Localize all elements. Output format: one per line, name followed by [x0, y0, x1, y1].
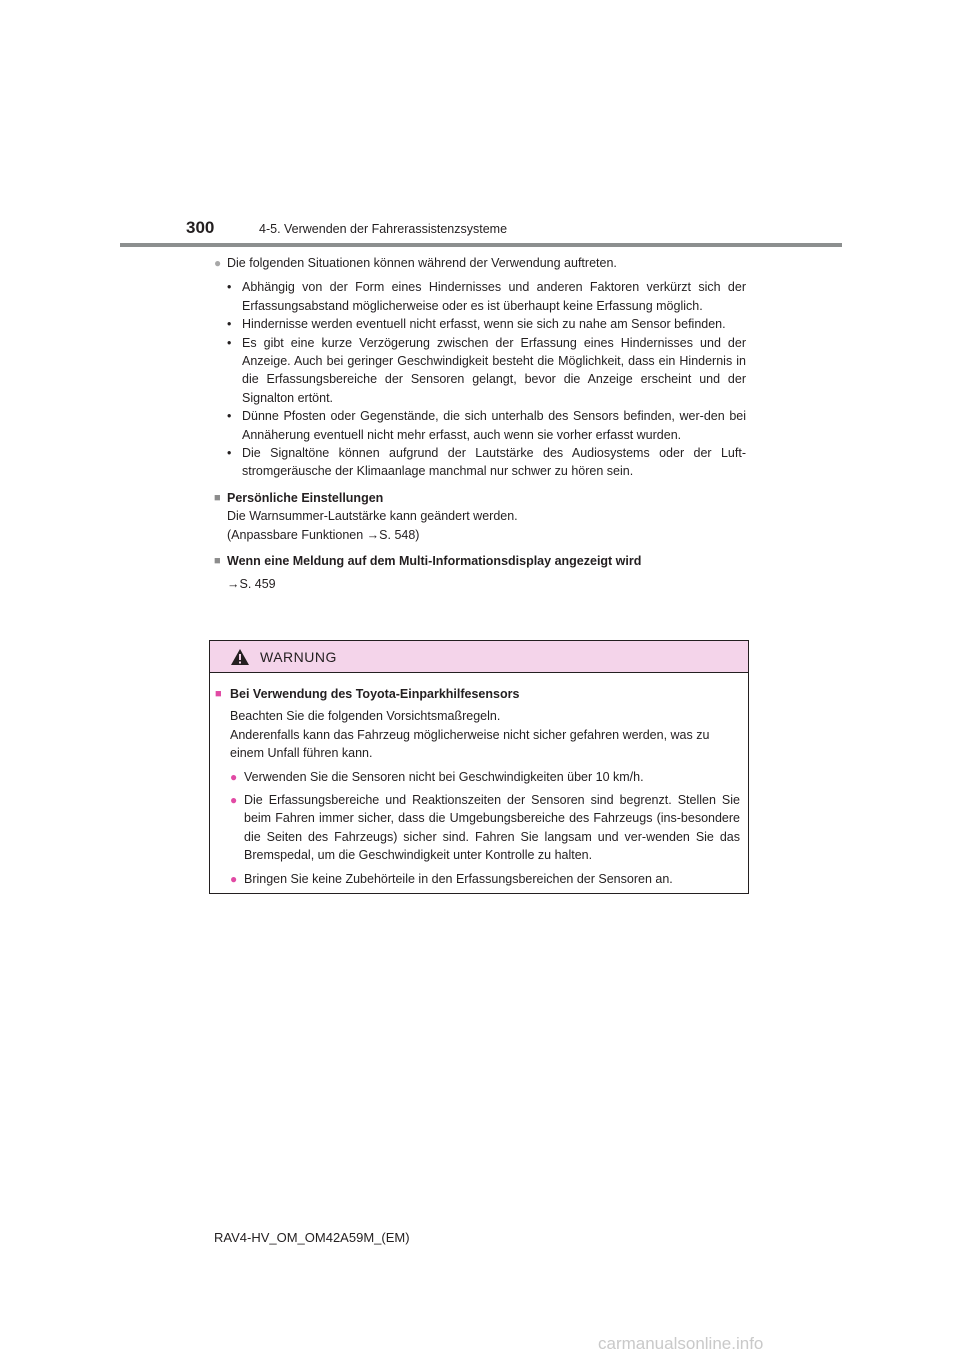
list-item: • Die Signaltöne können aufgrund der Lautstärke des Audiosystems oder der Luft-stromgeräusche der Klimaanlage manchmal nur schwer zu hören sein. [227, 444, 746, 481]
square-bullet-icon: ■ [214, 491, 221, 504]
bullet-dot-icon: • [227, 317, 232, 332]
warning-box [209, 640, 749, 894]
warning-bullet: ● Die Erfassungsbereiche und Reaktionszeiten der Sensoren sind begrenzt. Stellen Sie beim Fahren immer sicher, dass die Umgebungsbereiche des Fahrzeugs (ins-besondere die Seiten des Fahrzeugs) sicher sind. Fahren Sie langsam und ver-wenden Sie das Bremspedal, um die Geschwindigkeit unter Kontrolle zu halten. [230, 791, 740, 865]
bullet-dot-icon: • [227, 335, 232, 350]
warning-bullet: ● Bringen Sie keine Zubehörteile in den Erfassungsbereichen der Sensoren an. [230, 870, 740, 888]
circle-bullet-icon: ● [214, 256, 222, 270]
page-number: 300 [186, 218, 215, 237]
list-item: • Hindernisse werden eventuell nicht erfasst, wenn sie sich zu nahe am Sensor befinden. [227, 315, 746, 333]
warning-header [210, 641, 748, 673]
list-item: • Es gibt eine kurze Verzögerung zwischen der Erfassung eines Hindernisses und der Anzeige. Auch bei geringer Geschwindigkeit besteht die Möglichkeit, dass ein Hindernis in die Erfassungsbereiche der Sensoren gelangt, bevor die Anzeige erscheint und der Signalton ertönt. [227, 334, 746, 408]
footer-document-code: RAV4-HV_OM_OM42A59M_(EM) [214, 1230, 410, 1245]
bullet-dot-icon: • [227, 446, 232, 461]
square-bullet-icon: ■ [215, 688, 222, 700]
message-heading: ■ Wenn eine Meldung auf dem Multi-Informationsdisplay angezeigt wird [214, 552, 746, 570]
warning-title: WARNUNG [260, 648, 337, 665]
personal-settings-line1: Die Warnsummer-Lautstärke kann geändert werden. [227, 509, 518, 524]
watermark: carmanualsonline.info [598, 1334, 764, 1353]
personal-settings-heading: ■ Persönliche Einstellungen [214, 489, 746, 507]
list-item: • Abhängig von der Form eines Hindernisses und anderen Faktoren verkürzt sich der Erfassungsabstand möglicherweise oder es ist überhaupt keine Erfassung möglich. [227, 278, 746, 315]
situation-list [227, 278, 746, 480]
pink-bullet-icon: ● [230, 769, 238, 784]
lead-paragraph [214, 254, 746, 272]
list-item: • Dünne Pfosten oder Gegenstände, die sich unterhalb des Sensors befinden, wer-den bei Annäherung eventuell nicht mehr erfasst, auch wenn sie vorher erfasst wurden. [227, 407, 746, 444]
warning-line2: Anderenfalls kann das Fahrzeug möglicherweise nicht sicher gefahren werden, was zu einem Unfall führen kann. [230, 727, 710, 761]
warning-heading: ■ Bei Verwendung des Toyota-Einparkhilfesensors [215, 685, 740, 703]
main-content [214, 254, 746, 593]
bullet-dot-icon: • [227, 280, 232, 295]
warning-body [210, 673, 748, 888]
pink-bullet-icon: ● [230, 871, 238, 886]
bullet-dot-icon: • [227, 409, 232, 424]
warning-line1: Beachten Sie die folgenden Vorsichtsmaßregeln. [230, 709, 501, 724]
warning-bullet: ● Verwenden Sie die Sensoren nicht bei Geschwindigkeiten über 10 km/h. [230, 768, 740, 786]
warning-triangle-icon [230, 648, 250, 666]
section-title: 4-5. Verwenden der Fahrerassistenzsysteme [259, 222, 508, 236]
lead-text: Die folgenden Situationen können während der Verwendung auftreten. [227, 256, 617, 270]
personal-settings-line2: (Anpassbare Funktionen →S. 548) [227, 527, 420, 542]
header-divider [120, 243, 842, 247]
message-page-ref: →S. 459 [227, 576, 276, 591]
square-bullet-icon: ■ [214, 555, 221, 568]
pink-bullet-icon: ● [230, 793, 238, 808]
